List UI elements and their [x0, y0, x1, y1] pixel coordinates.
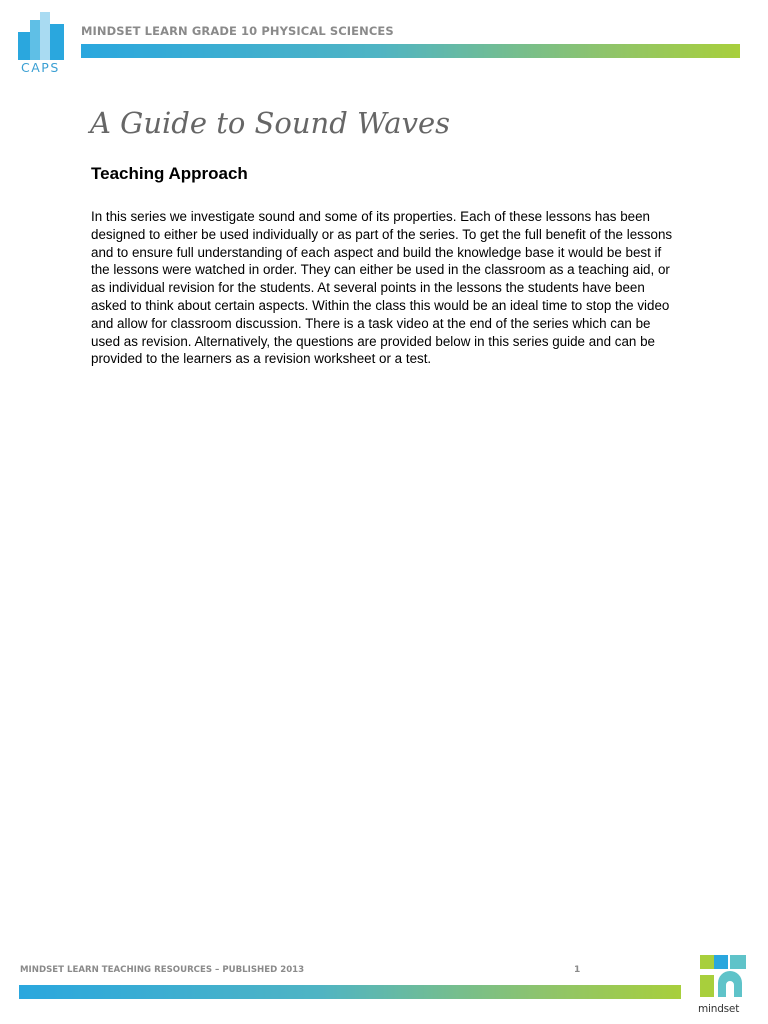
section-heading: Teaching Approach: [91, 164, 248, 183]
footer-text: MINDSET LEARN TEACHING RESOURCES – PUBLISHED 2013: [20, 965, 305, 975]
mindset-wordmark: mindset: [698, 1003, 740, 1015]
document-title: A Guide to Sound Waves: [90, 106, 451, 140]
mindset-logo: [696, 953, 752, 1019]
header-gradient-bar: [81, 44, 740, 58]
footer-gradient-bar: [19, 985, 681, 999]
caps-logo: [16, 12, 68, 76]
header-title: MINDSET LEARN GRADE 10 PHYSICAL SCIENCES: [81, 24, 394, 38]
body-paragraph: In this series we investigate sound and some of its properties. Each of these lessons has been designed to either be used individually or as part of the series. To get the full benefit of the lessons and to ensure full understanding of each aspect and build the knowledge base it would be best if the lessons were watched in order. They can either be used in the classroom as a teaching aid, or as individual revision for the students. At several points in the lessons the students have been asked to think about certain aspects. Within the class this would be an ideal time to stop the video and allow for classroom discussion. There is a task video at the end of the series which can be used as revision. Alternatively, the questions are provided below in this series guide and can be provided to the learners as a revision worksheet or a test.: [91, 209, 673, 367]
caps-bars-icon: [18, 12, 66, 60]
caps-label: CAPS: [21, 60, 60, 75]
page-number: 1: [574, 965, 581, 975]
mindset-mark-icon: [696, 953, 752, 1003]
